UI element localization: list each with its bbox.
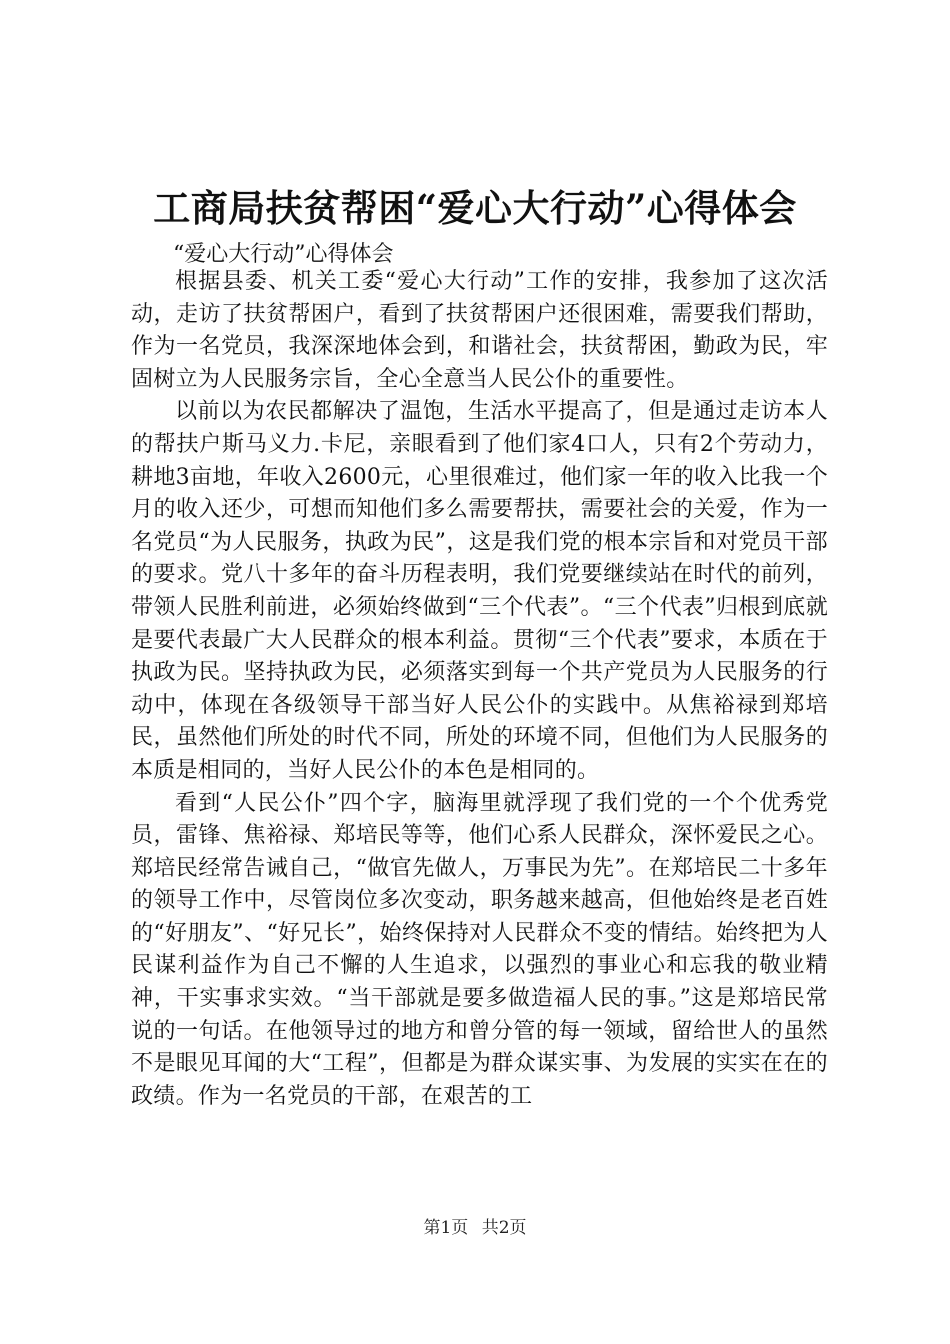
- page-total: 共2页: [481, 1218, 527, 1238]
- document-subheading: “爱心大行动”心得体会: [173, 242, 394, 267]
- paragraph-3: 看到“人民公仆”四个字，脑海里就浮现了我们党的一个个优秀党员，雷锋、焦裕禄、郑培民等等，他们心系人民群众，深怀爱民之心。郑培民经常告诫自己，“做官先做人，万事民为先”。在郑培民二十多年的领导工作中，尽管岗位多次变动，职务越来越高，但他始终是老百姓的“好朋友”、“好兄长”，始终保持对人民群众不变的情结。始终把为人民谋利益作为自己不懈的人生追求，以强烈的事业心和忘我的敬业精神，干实事求实效。“当干部就是要多做造福人民的事。”这是郑培民常说的一句话。在他领导过的地方和曾分管的每一领域，留给世人的虽然不是眼见耳闻的大“工程”，但都是为群众谋实事、为发展的实实在在的政绩。作为一名党员的干部，在艰苦的工: [131, 790, 828, 1109]
- page-number: 第1页: [423, 1218, 469, 1238]
- paragraph-2: 以前以为农民都解决了温饱，生活水平提高了，但是通过走访本人的帮扶户斯马义力.卡尼，亲眼看到了他们家4口人，只有2个劳动力，耕地3亩地，年收入2600元，心里很难过，他们家一年的收入比我一个月的收入还少，可想而知他们多么需要帮扶，需要社会的关爱，作为一名党员“为人民服务，执政为民”，这是我们党的根本宗旨和对党员干部的要求。党八十多年的奋斗历程表明，我们党要继续站在时代的前列，带领人民胜利前进，必须始终做到“三个代表”。“三个代表”归根到底就是要代表最广大人民群众的根本利益。贯彻“三个代表”要求，本质在于执政为民。坚持执政为民，必须落实到每一个共产党员为人民服务的行动中，体现在各级领导干部当好人民公仆的实践中。从焦裕禄到郑培民，虽然他们所处的时代不同，所处的环境不同，但他们为人民服务的本质是相同的，当好人民公仆的本色是相同的。: [131, 399, 828, 783]
- paragraph-1: 根据县委、机关工委“爱心大行动”工作的安排，我参加了这次活动，走访了扶贫帮困户，看到了扶贫帮困户还很困难，需要我们帮助，作为一名党员，我深深地体会到，和谐社会，扶贫帮困，勤政为民，牢固树立为人民服务宗旨，全心全意当人民公仆的重要性。: [131, 269, 828, 392]
- page-footer: [0, 1216, 950, 1240]
- document-body: [131, 266, 828, 1113]
- document-title: 工商局扶贫帮困“爱心大行动”心得体会: [153, 186, 797, 230]
